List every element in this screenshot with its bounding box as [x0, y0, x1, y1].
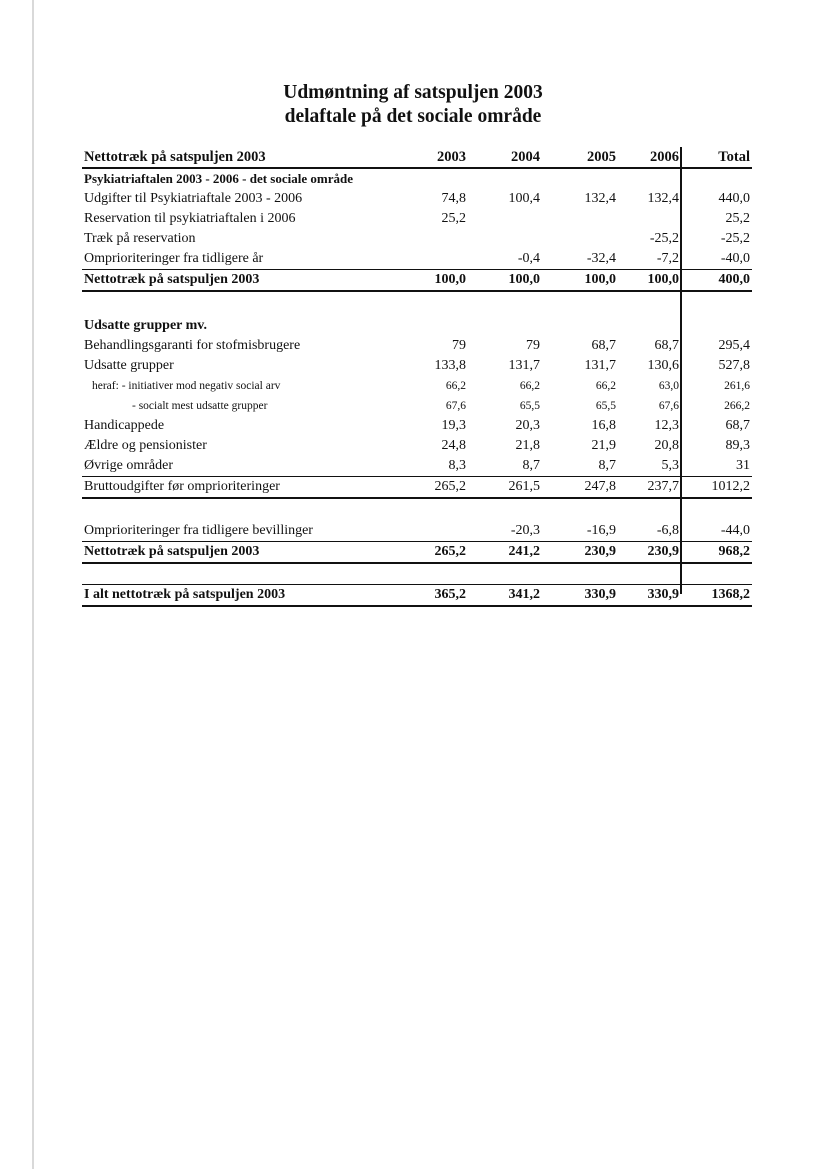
cell: 66,2 [595, 380, 616, 392]
cell: 66,2 [519, 380, 540, 392]
cell: 68,7 [725, 418, 750, 433]
cell: 132,4 [647, 191, 679, 206]
budget-table [82, 147, 752, 607]
cell: 527,8 [718, 358, 750, 373]
row-label: Omprioriteringer fra tidligere bevillinger [84, 523, 313, 538]
table-row [82, 396, 752, 416]
cell: 68,7 [591, 338, 616, 353]
table-row [82, 436, 752, 456]
table-row [82, 249, 752, 270]
cell: 20,8 [654, 438, 679, 453]
table-row [82, 356, 752, 376]
page-title: Udmøntning af satspuljen 2003 [283, 82, 543, 103]
header-col-2003: 2003 [437, 149, 466, 165]
cell: -0,4 [517, 251, 540, 266]
cell: 25,2 [725, 211, 750, 226]
table-row [82, 456, 752, 477]
subtotal-row [82, 270, 752, 292]
cell: 5,3 [661, 458, 679, 473]
cell: 230,9 [647, 544, 679, 559]
header-label: Nettotræk på satspuljen 2003 [84, 149, 266, 165]
cell: 261,5 [508, 479, 540, 494]
row-label: Omprioriteringer fra tidligere år [84, 251, 264, 266]
cell: 8,7 [598, 458, 616, 473]
cell: 8,3 [448, 458, 466, 473]
table-row [82, 416, 752, 436]
cell: 440,0 [718, 191, 750, 206]
row-label: heraf: - initiativer mod negativ social arv [92, 380, 281, 392]
cell: 20,3 [515, 418, 540, 433]
cell: 365,2 [434, 587, 466, 602]
cell: 89,3 [725, 438, 750, 453]
cell: 261,6 [724, 380, 750, 392]
cell: -16,9 [586, 523, 616, 538]
cell: 341,2 [508, 587, 540, 602]
row-label: Bruttoudgifter før omprioriteringer [84, 479, 280, 494]
cell: 31 [736, 458, 750, 473]
cell: 133,8 [434, 358, 466, 373]
spacer-row [82, 564, 752, 584]
cell: -7,2 [656, 251, 679, 266]
header-col-total: Total [718, 149, 750, 165]
cell: 21,8 [515, 438, 540, 453]
section-heading-text: Udsatte grupper mv. [84, 318, 208, 333]
cell: 79 [526, 338, 540, 353]
cell: 100,4 [508, 191, 540, 206]
table-row [82, 209, 752, 229]
row-label: I alt nettotræk på satspuljen 2003 [84, 587, 286, 602]
table-header-row [82, 147, 752, 169]
cell: 21,9 [591, 438, 616, 453]
row-label: Nettotræk på satspuljen 2003 [84, 544, 260, 559]
cell: -44,0 [720, 523, 750, 538]
cell: 131,7 [508, 358, 540, 373]
header-col-2006: 2006 [650, 149, 679, 165]
cell: 12,3 [654, 418, 679, 433]
header-col-2005: 2005 [587, 149, 616, 165]
cell: -25,2 [649, 231, 679, 246]
grand-total-row [82, 584, 752, 607]
table-row [82, 229, 752, 249]
spacer-row [82, 292, 752, 316]
cell: -25,2 [720, 231, 750, 246]
cell: 265,2 [434, 544, 466, 559]
cell: 74,8 [441, 191, 466, 206]
cell: 968,2 [718, 544, 750, 559]
page-subtitle: delaftale på det sociale område [284, 106, 542, 127]
row-label: Nettotræk på satspuljen 2003 [84, 272, 260, 287]
row-label: Ældre og pensionister [84, 438, 207, 453]
row-label: Træk på reservation [84, 231, 196, 246]
cell: 100,0 [434, 272, 466, 287]
section-heading-text: Psykiatriaftalen 2003 - 2006 - det sociale område [84, 171, 353, 186]
cell: 241,2 [508, 544, 540, 559]
row-label: Udsatte grupper [84, 358, 174, 373]
row-label: Behandlingsgaranti for stofmisbrugere [84, 338, 301, 353]
cell: 65,5 [595, 400, 616, 412]
cell: 400,0 [718, 272, 750, 287]
cell: 67,6 [658, 400, 679, 412]
spacer-row [82, 499, 752, 521]
row-label: Reservation til psykiatriaftalen i 2006 [84, 211, 296, 226]
row-label: Øvrige områder [84, 458, 174, 473]
table-row [82, 189, 752, 209]
subtotal-row [82, 542, 752, 564]
section-heading [82, 316, 752, 336]
cell: 230,9 [584, 544, 616, 559]
section-heading [82, 169, 752, 189]
cell: 131,7 [584, 358, 616, 373]
cell: 132,4 [584, 191, 616, 206]
cell: 265,2 [434, 479, 466, 494]
cell: 330,9 [584, 587, 616, 602]
cell: 100,0 [508, 272, 540, 287]
cell: -6,8 [656, 523, 679, 538]
cell: -40,0 [720, 251, 750, 266]
table-row [82, 336, 752, 356]
cell: 24,8 [441, 438, 466, 453]
cell: 8,7 [522, 458, 540, 473]
cell: 25,2 [441, 211, 466, 226]
cell: 247,8 [584, 479, 616, 494]
cell: -20,3 [510, 523, 540, 538]
cell: 330,9 [647, 587, 679, 602]
cell: 100,0 [647, 272, 679, 287]
cell: 1368,2 [711, 587, 750, 602]
header-col-2004: 2004 [511, 149, 540, 165]
cell: 16,8 [591, 418, 616, 433]
row-label: Udgifter til Psykiatriaftale 2003 - 2006 [84, 191, 303, 206]
cell: 100,0 [584, 272, 616, 287]
reprioritization-row [82, 521, 752, 542]
cell: 63,0 [658, 380, 679, 392]
cell: 19,3 [441, 418, 466, 433]
cell: 67,6 [445, 400, 466, 412]
cell: 79 [452, 338, 466, 353]
cell: 68,7 [654, 338, 679, 353]
row-label: - socialt mest udsatte grupper [132, 400, 268, 412]
cell: 130,6 [647, 358, 679, 373]
cell: 65,5 [519, 400, 540, 412]
scan-edge-line [32, 0, 34, 1169]
cell: 295,4 [718, 338, 750, 353]
cell: -32,4 [586, 251, 616, 266]
cell: 237,7 [647, 479, 679, 494]
cell: 266,2 [724, 400, 750, 412]
cell: 1012,2 [711, 479, 750, 494]
gross-row [82, 477, 752, 499]
row-label: Handicappede [84, 418, 165, 433]
table-row [82, 376, 752, 396]
cell: 66,2 [445, 380, 466, 392]
